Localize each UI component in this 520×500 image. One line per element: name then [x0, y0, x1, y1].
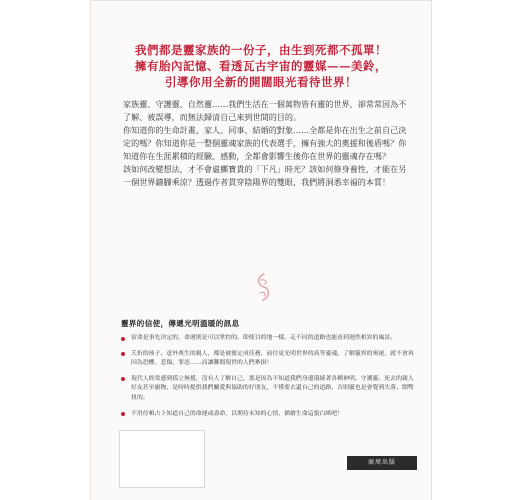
- section-title: 靈界的信使，傳遞光明溫暖的訊息: [121, 319, 240, 328]
- bullet-dot-icon: [121, 352, 125, 356]
- body-text: [123, 98, 411, 189]
- bullet-text: 夭折的孩子、意外喪生的親人，都是被後定成佳務，前往更光明世界的高等靈魂。了解靈界的奧祕，就不會再因為恐懼、悲傷、罪惡……而讓難閒現世的人們牽掛！: [131, 350, 414, 367]
- headline-line-2: 擁有胎內記憶、看透瓦古宇宙的靈媒——美鈴，: [135, 59, 387, 73]
- bullet-text: 現代人經常感到孤立無援，沒有人了解自己，那是因為不知道我們身邊環繞著各種神明、守護靈、死去的親人好友甚至寵物，是時時提供我們關愛與協助的好朋友，不僅要去還自己的道路，否則靈也是會覺到失落、鬧彆扭的。: [131, 375, 414, 401]
- bullet-list: [121, 334, 415, 425]
- headline: [103, 42, 419, 90]
- body-paragraph: 該如何改變想法，才不會虛擲寶貴的「下凡」時光？該如何修身養性，才能在另一個世界鑄腳乘涼？透過作者貫穿陰陽界的雙眼，我們將洞悉幸福的本質！: [123, 164, 407, 187]
- bullet-item: [121, 350, 415, 369]
- back-cover-page: [90, 0, 432, 500]
- bullet-item: [121, 334, 415, 344]
- body-paragraph: 你知道你的生命計畫，家人、同事、結婚的對象……全都是你在出生之前自己決定的嗎？你知道你是一整個靈魂家族的代表選手，擁有強大的奧援和後盾嗎？你知道你在生涯累積的經驗、感動，全都會影響生後你在世界的靈魂存在嗎？: [123, 125, 407, 161]
- bullet-dot-icon: [121, 412, 125, 416]
- ornament-icon: [251, 271, 277, 303]
- headline-line-3: 引導你用全新的開闊眼光看待世界！: [165, 75, 357, 89]
- top-border: [91, 0, 431, 1]
- body-paragraph: 家族靈、守護靈、自然靈……我們生活在一個萬物皆有靈的世界，卻常常因為不了解、被誤導，而無法歸清自己來到世間的目的。: [123, 99, 407, 122]
- bullet-dot-icon: [121, 377, 125, 381]
- bullet-dot-icon: [121, 337, 125, 341]
- headline-line-1: 我們都是靈家族的一份子，由生到死都不孤單！: [135, 43, 387, 57]
- bullet-item: [121, 375, 415, 404]
- barcode-placeholder: [119, 430, 205, 488]
- bullet-text: 宿命是事先決定的，命運則是可以掌控的。即使目的地一樣，走不同的道路也能看到迥然相異的風景。: [131, 335, 397, 341]
- bullet-item: [121, 410, 415, 420]
- publisher-logo: 商周出版: [347, 456, 417, 470]
- bullet-text: 不用侍頓占卜知道自己的命運或壽命，以期待未知的心情，描繪生命這張白紙吧！: [131, 410, 344, 417]
